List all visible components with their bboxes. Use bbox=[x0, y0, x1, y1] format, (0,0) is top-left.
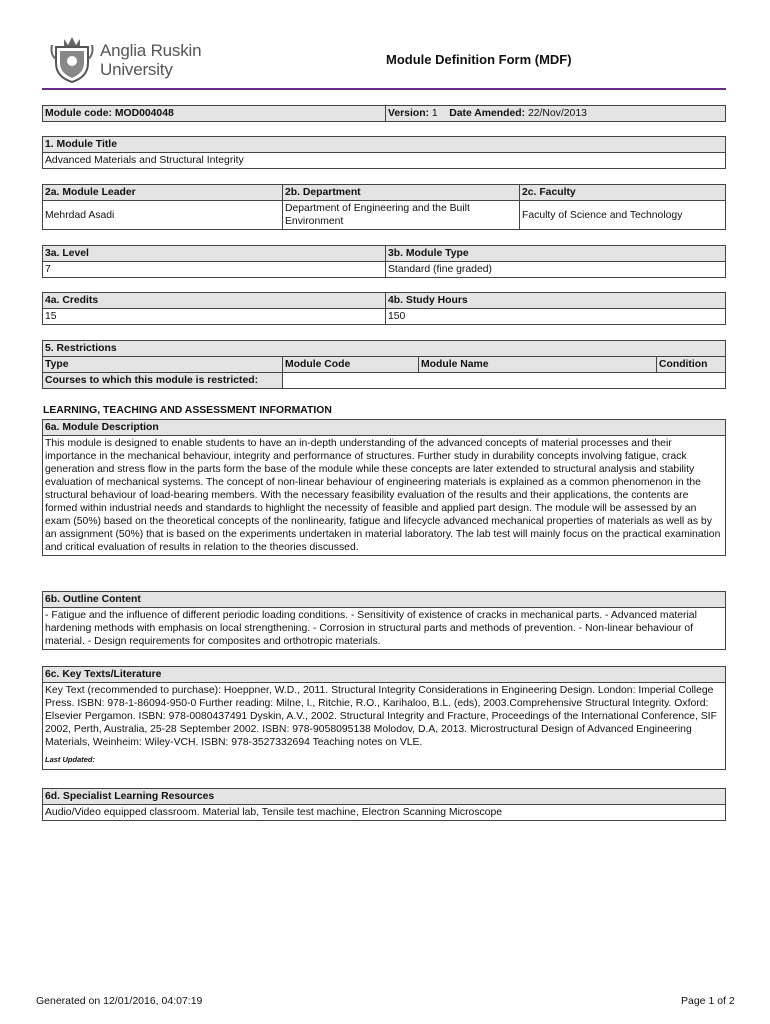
outline-content-table bbox=[42, 591, 726, 650]
level-value: 7 bbox=[43, 262, 386, 278]
learning-resources-table bbox=[42, 788, 726, 821]
module-title-value: Advanced Materials and Structural Integrity bbox=[43, 153, 726, 169]
module-title-table bbox=[42, 136, 726, 169]
col-type: Type bbox=[43, 357, 283, 373]
version-cell: Version: 1 Date Amended: 22/Nov/2013 bbox=[386, 106, 726, 122]
lta-heading: LEARNING, TEACHING AND ASSESSMENT INFORMATION bbox=[43, 405, 332, 416]
key-texts-table bbox=[42, 666, 726, 770]
module-description-text: This module is designed to enable students to have an in-depth understanding of the advanced concepts of material processes and their importance in the mechanical behaviour, integrity and performance of structures. Further study in durability concepts involving fatigue, crack generation and stress flow in the parts form the base of the module while these concepts are later extended to structural analysis and stability evaluation of mechanical systems. The concept of non-linear behaviour of engineering materials is explained as a common phenomenon in the structural behaviour of load-bearing members. With the necessary feasibility evaluation of the results and their applications, the contents are formed within industrial needs and standards to highlight the necessity of feasible and applied part design. The module will be assessed by an exam (50%) based on the theoretical concepts of the nonlinearity, fatigue and lifecycle advanced mechanical properties of materials as well as by an assignment (50%) that is based on the experiments undertaken in material laboratory. The lab test will mainly focus on the practical examination and critical evaluation of results in relation to the theories discussed. bbox=[43, 436, 726, 556]
page-number: Page 1 of 2 bbox=[681, 995, 735, 1007]
university-logo bbox=[50, 33, 210, 83]
module-code-cell: Module code: MOD004048 bbox=[43, 106, 386, 122]
last-updated-label: Last Updated: bbox=[45, 755, 96, 764]
generated-timestamp: Generated on 12/01/2016, 04:07:19 bbox=[36, 995, 203, 1007]
learning-resources-label: 6d. Specialist Learning Resources bbox=[43, 789, 726, 805]
level-table bbox=[42, 245, 726, 278]
module-type-value: Standard (fine graded) bbox=[386, 262, 726, 278]
leader-value: Mehrdad Asadi bbox=[43, 201, 283, 230]
leader-table bbox=[42, 184, 726, 230]
faculty-label: 2c. Faculty bbox=[520, 185, 726, 201]
study-hours-label: 4b. Study Hours bbox=[386, 293, 726, 309]
restricted-courses-value bbox=[283, 373, 726, 389]
col-module-code: Module Code bbox=[283, 357, 419, 373]
module-code-table bbox=[42, 105, 726, 122]
restricted-courses-label: Courses to which this module is restricted: bbox=[43, 373, 283, 389]
date-amended-value: 22/Nov/2013 bbox=[527, 108, 587, 119]
leader-label: 2a. Module Leader bbox=[43, 185, 283, 201]
credits-table bbox=[42, 292, 726, 325]
module-code-value: MOD004048 bbox=[114, 108, 174, 119]
outline-content-text: - Fatigue and the influence of different periodic loading conditions. - Sensitivity of existence of cracks in mechanical parts. - Advanced material hardening methods with emphasis on local strengthening. - Corrosion in structural parts and methods of prevention. - Non-linear behaviour of material. - Design requirements for composites and orthotropic materials. bbox=[43, 608, 726, 650]
credits-label: 4a. Credits bbox=[43, 293, 386, 309]
logo-text-line1: Anglia Ruskin bbox=[100, 41, 202, 60]
study-hours-value: 150 bbox=[386, 309, 726, 325]
header-divider bbox=[42, 88, 726, 90]
key-texts-text: Key Text (recommended to purchase): Hoeppner, W.D., 2011. Structural Integrity Considerations in Engineering Design. London: Imperial College Press. ISBN: 978-1-86094-950-0 Further reading: Milne, I., Ritchie, R.O., Karihaloo, B.L. (eds), 2003.Comprehensive Structural Integrity. Oxford: Elsevier Pergamon. ISBN: 978-0080437491 Dyskin, A.V., 2002. Structural Integrity and Fracture, Proceedings of the International Conference, SIF 2002, Perth, Australia, 25-28 September 2002. ISBN: 978-9058095138 Molodov, D.A, 2013. Microstructural Design of Advanced Engineering Materials, Weinheim: Wiley-VCH. ISBN: 978-3527332694 Teaching notes on VLE. bbox=[45, 685, 717, 748]
form-title: Module Definition Form (MDF) bbox=[386, 52, 572, 67]
col-module-name: Module Name bbox=[419, 357, 657, 373]
key-texts-label: 6c. Key Texts/Literature bbox=[43, 667, 726, 683]
faculty-value: Faculty of Science and Technology bbox=[520, 201, 726, 230]
col-condition: Condition bbox=[657, 357, 726, 373]
logo-text-line2: University bbox=[100, 60, 173, 79]
level-label: 3a. Level bbox=[43, 246, 386, 262]
module-description-table bbox=[42, 419, 726, 556]
restrictions-label: 5. Restrictions bbox=[43, 341, 726, 357]
credits-value: 15 bbox=[43, 309, 386, 325]
module-title-label: 1. Module Title bbox=[43, 137, 726, 153]
department-value: Department of Engineering and the Built Environment bbox=[283, 201, 520, 230]
crest-icon bbox=[50, 33, 94, 83]
module-type-label: 3b. Module Type bbox=[386, 246, 726, 262]
outline-content-label: 6b. Outline Content bbox=[43, 592, 726, 608]
module-description-label: 6a. Module Description bbox=[43, 420, 726, 436]
department-label: 2b. Department bbox=[283, 185, 520, 201]
restrictions-table bbox=[42, 340, 726, 389]
learning-resources-text: Audio/Video equipped classroom. Material lab, Tensile test machine, Electron Scanning Microscope bbox=[43, 805, 726, 821]
key-texts-cell bbox=[43, 683, 726, 770]
